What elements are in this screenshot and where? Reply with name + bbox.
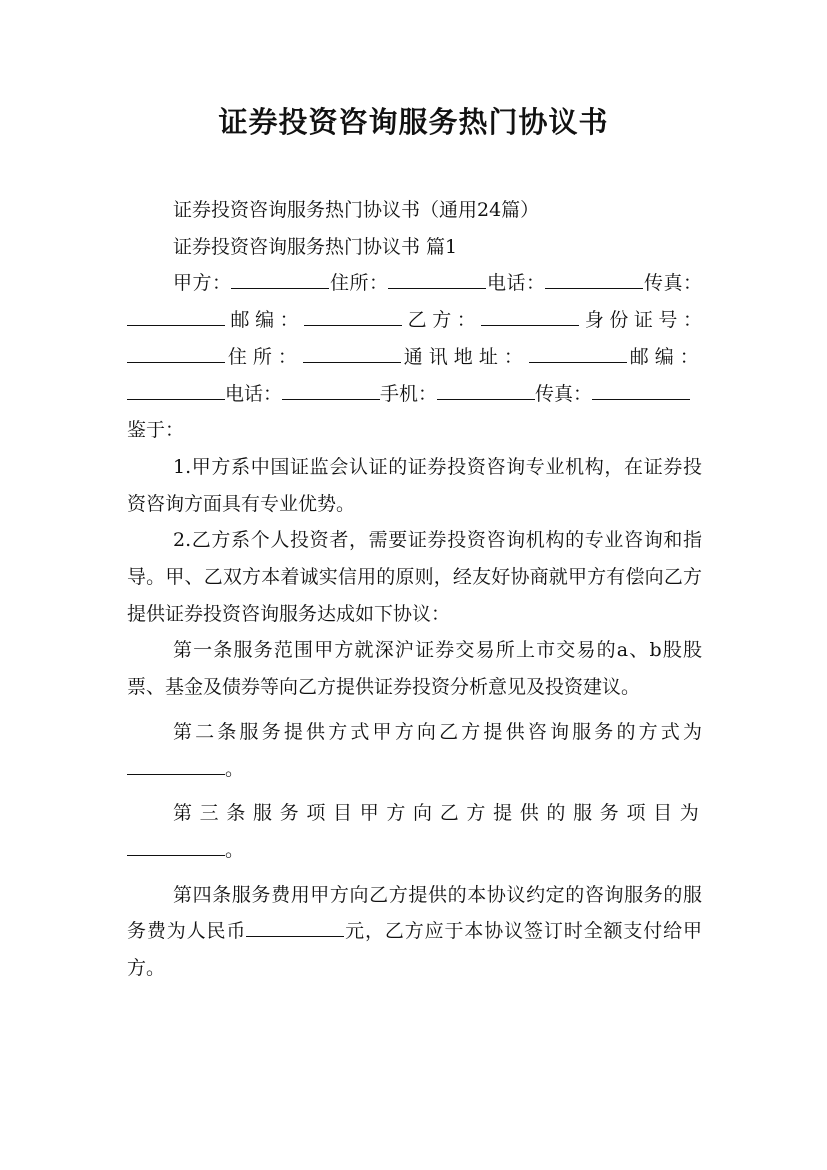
- phone-label: 电话：: [486, 272, 546, 295]
- article-1: 第一条服务范围甲方就深沪证券交易所上市交易的a、b股股票、基金及债券等向乙方提供证券投资分析意见及投资建议。: [127, 639, 702, 699]
- phone2-blank: [282, 380, 380, 400]
- article-3: [127, 795, 702, 868]
- postcode-label: 邮编：: [225, 309, 305, 332]
- fax-label-part2: 真：: [663, 272, 702, 295]
- article-3-text: 第三条服务项目甲方向乙方提供的服务项目为: [173, 802, 702, 825]
- address-label: 住所：: [329, 272, 389, 295]
- phone2-label: 电话：: [225, 382, 283, 405]
- article-4: [127, 877, 702, 987]
- party-b-blank: [481, 306, 579, 326]
- article-2-blank: [127, 755, 225, 775]
- id-label: 身份证号：: [579, 309, 702, 332]
- party-a-label: 甲方：: [173, 272, 232, 295]
- document-title: 证券投资咨询服务热门协议书: [218, 105, 609, 139]
- postcode2-blank: [127, 380, 225, 400]
- parties-paragraph: [127, 265, 702, 412]
- document-body: [127, 192, 702, 987]
- fax2-blank: [592, 380, 690, 400]
- mailing-label: 通讯地址：: [400, 345, 529, 368]
- article-2-text: 第二条服务提供方式甲方向乙方提供咨询服务的方式为: [173, 720, 702, 743]
- mailing-blank: [529, 343, 627, 363]
- article-4-end: 元，乙方应于本协议签订时全额支付给甲方。: [127, 920, 702, 980]
- clause-1: 1.甲方系中国证监会认证的证券投资咨询专业机构，在证券投资咨询方面具有专业优势。: [127, 455, 702, 515]
- party-a-blank: [231, 269, 329, 289]
- address-blank: [388, 269, 486, 289]
- article-3-blank: [127, 836, 225, 856]
- fax-blank: [127, 306, 225, 326]
- phone-blank: [545, 269, 643, 289]
- article-3-end: 。: [225, 838, 245, 861]
- address2-label: 住所：: [225, 345, 303, 368]
- clause-2: 2.乙方系个人投资者，需要证券投资咨询机构的专业咨询和指导。甲、乙双方本着诚实信用的原则，经友好协商就甲方有偿向乙方提供证券投资咨询服务达成如下协议：: [127, 529, 702, 625]
- subtitle: 证券投资咨询服务热门协议书（通用24篇）: [173, 199, 540, 221]
- mobile-blank: [437, 380, 535, 400]
- postcode2-label: 邮编：: [626, 345, 702, 368]
- address2-blank: [303, 343, 401, 363]
- mobile-label: 手机：: [380, 382, 438, 405]
- fax2-label: 传真：: [535, 382, 593, 405]
- article-4-text: 第四条服务费用甲方向乙方提供的本协议约定的咨询服务的服务费为人民币: [127, 883, 702, 943]
- party-b-label: 乙方：: [402, 309, 482, 332]
- article-2: [127, 714, 702, 787]
- postcode-blank: [304, 306, 402, 326]
- article-2-end: 。: [225, 757, 245, 780]
- whereas-label: 鉴于：: [127, 419, 185, 442]
- article-4-blank: [246, 917, 344, 937]
- fax-label-part1: 传: [643, 272, 664, 295]
- id-blank: [127, 343, 225, 363]
- section-heading: 证券投资咨询服务热门协议书 篇1: [173, 235, 458, 258]
